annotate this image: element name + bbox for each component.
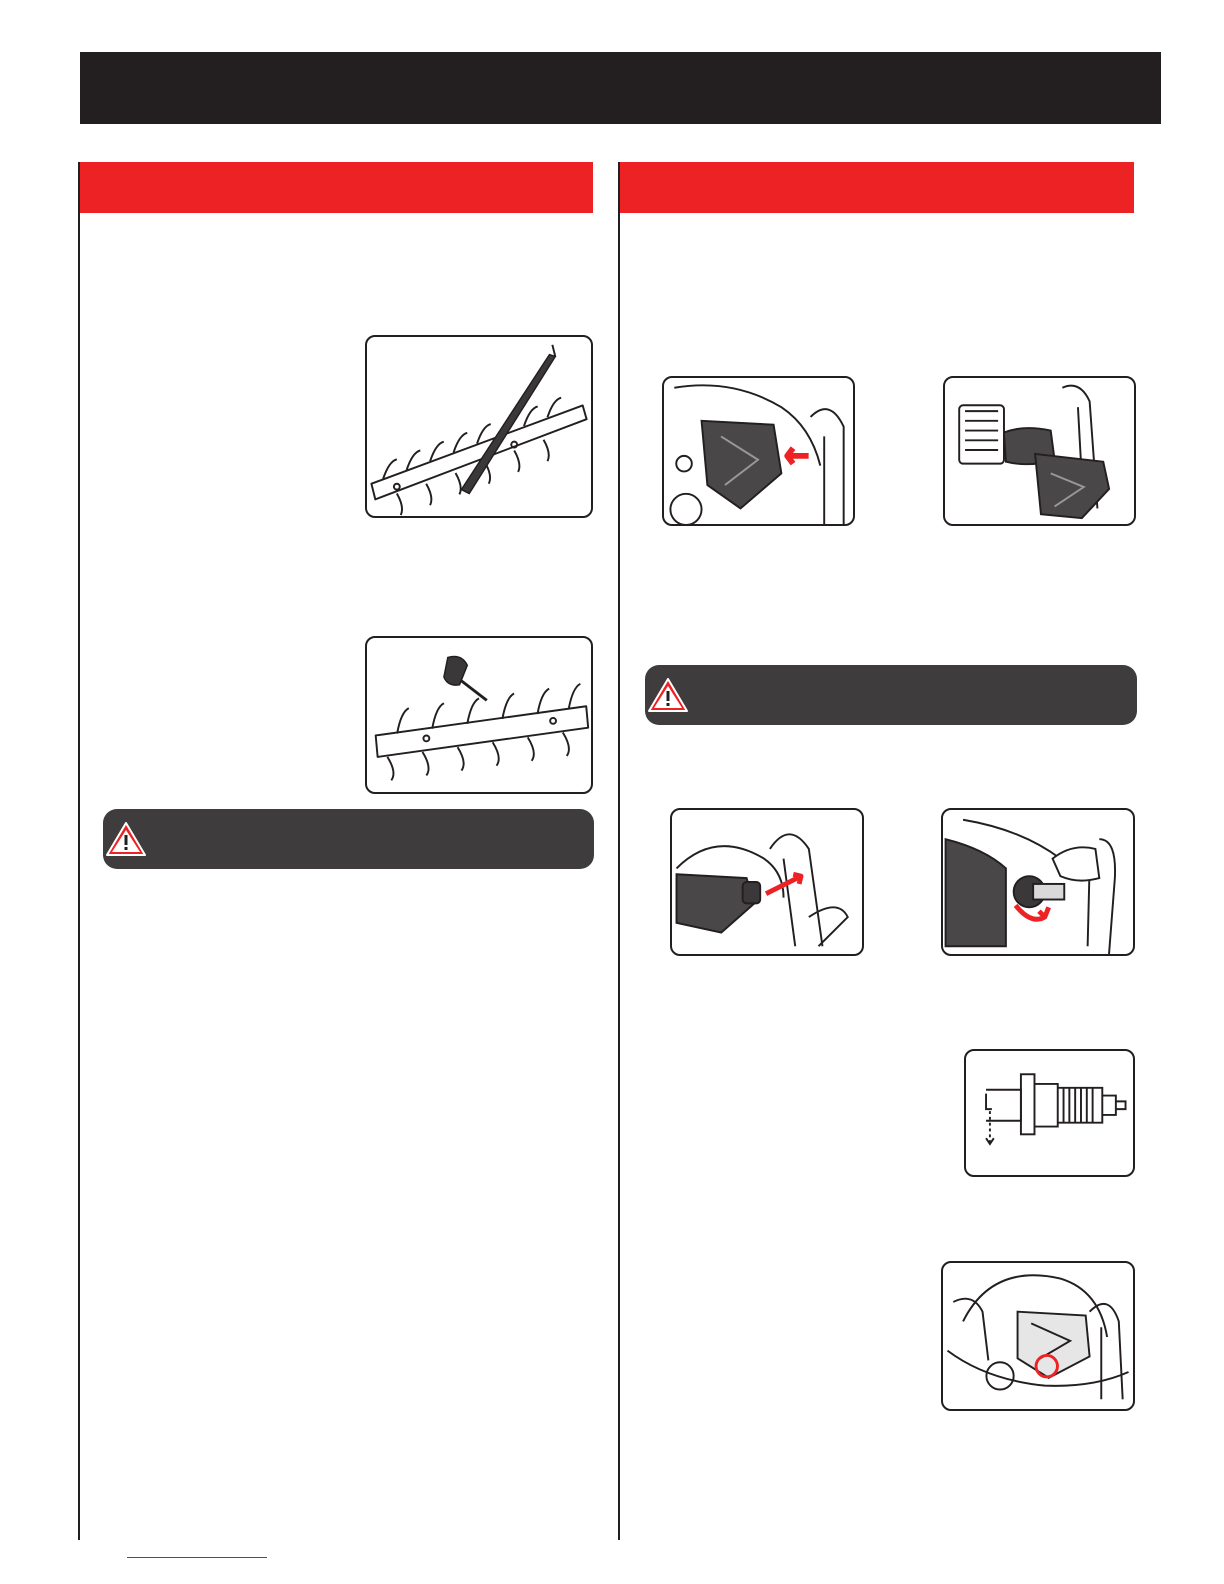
figure-air-filter-exposed xyxy=(943,376,1136,526)
center-column-rule xyxy=(618,162,620,1540)
right-section-header-bar xyxy=(620,162,1134,213)
figure-engine-screw-location xyxy=(941,1261,1135,1411)
warning-triangle-icon xyxy=(105,821,147,857)
left-column-rule xyxy=(78,162,80,1540)
page-header-bar xyxy=(80,52,1161,124)
figure-spark-plug-gap xyxy=(964,1049,1135,1177)
warning-box-left xyxy=(103,809,594,869)
left-section-header-bar xyxy=(80,162,593,213)
warning-box-right xyxy=(645,665,1137,725)
figure-blade-file xyxy=(365,335,593,518)
footer-link-underline[interactable] xyxy=(127,1557,267,1558)
figure-spark-plug-boot xyxy=(670,808,864,956)
figure-spark-plug-remove xyxy=(941,808,1135,956)
warning-triangle-icon xyxy=(647,677,689,713)
figure-blade-oil xyxy=(365,636,593,794)
figure-air-filter-cover-open xyxy=(662,376,855,526)
